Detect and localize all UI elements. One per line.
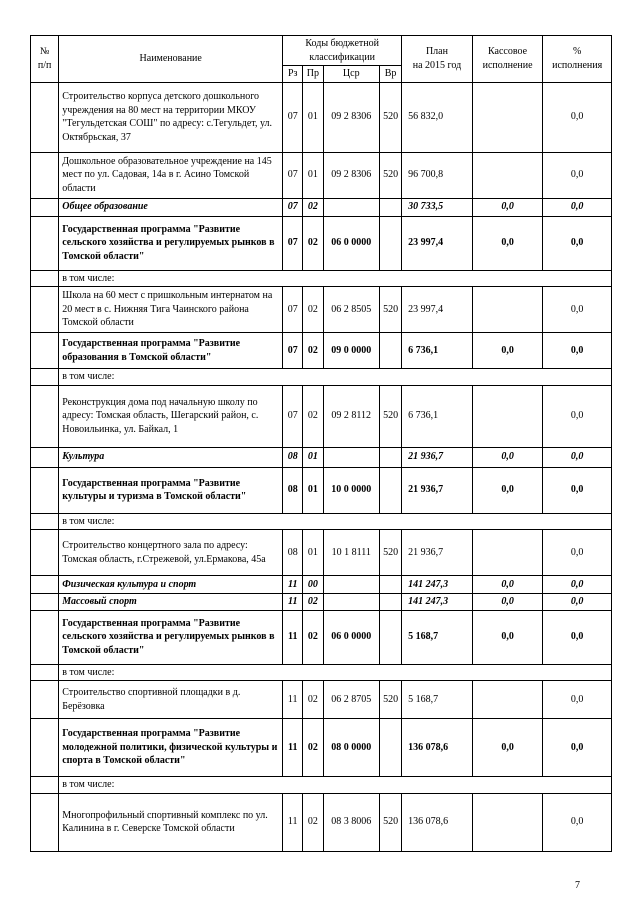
- cell-vr: [379, 610, 401, 664]
- cell-csr: 08 3 8006: [323, 793, 379, 851]
- col-header-pr: Пр: [303, 66, 323, 83]
- cell-csr: 06 0 0000: [323, 216, 379, 270]
- table-row: [31, 793, 612, 851]
- cell-name: Школа на 60 мест с пришкольным интернатом на 20 мест в с. Нижняя Тига Чаинского района Томской области: [59, 287, 283, 333]
- cell-name: Государственная программа "Развитие молодежной политики, физической культуры и спорта в Томской области": [59, 719, 283, 777]
- cell-vr: [379, 333, 401, 369]
- cell-pr: 01: [303, 467, 323, 513]
- cell-plan: 136 078,6: [402, 793, 473, 851]
- cell-rz: 07: [283, 82, 303, 152]
- cell-percent: 0,0: [543, 333, 612, 369]
- cell-plan: 23 997,4: [402, 287, 473, 333]
- table-row: [31, 152, 612, 198]
- cell-rz: 11: [283, 681, 303, 719]
- subheading-row: [31, 777, 612, 794]
- cell-rz: 07: [283, 216, 303, 270]
- cell-plan: 141 247,3: [402, 594, 473, 611]
- cell-plan: 6 736,1: [402, 333, 473, 369]
- subheading-row: [31, 664, 612, 681]
- cell-name: Реконструкция дома под начальную школу по адресу: Томская область, Шегарский район, с. Новоильинка, ул. Байкал, 1: [59, 385, 283, 447]
- cell-cash: 0,0: [472, 333, 543, 369]
- cell-number: [31, 216, 59, 270]
- section-row: [31, 447, 612, 467]
- table-row: [31, 530, 612, 576]
- cell-name: Государственная программа "Развитие культуры и туризма в Томской области": [59, 467, 283, 513]
- cell-pr: 01: [303, 82, 323, 152]
- cell-vr: 520: [379, 152, 401, 198]
- cell-cash: 0,0: [472, 610, 543, 664]
- cell-pr: 02: [303, 216, 323, 270]
- section-row: [31, 594, 612, 611]
- cell-plan: 96 700,8: [402, 152, 473, 198]
- cell-pr: 02: [303, 198, 323, 216]
- cell-percent: 0,0: [543, 610, 612, 664]
- cell-csr: 09 0 0000: [323, 333, 379, 369]
- table-row: [31, 681, 612, 719]
- cell-cash: 0,0: [472, 216, 543, 270]
- cell-cash: 0,0: [472, 198, 543, 216]
- cell-csr: [323, 447, 379, 467]
- cell-cash: [472, 287, 543, 333]
- cell-vr: [379, 216, 401, 270]
- col-header-cash: Кассовое исполнение: [472, 36, 543, 83]
- budget-table: [30, 35, 612, 852]
- cell-plan: 23 997,4: [402, 216, 473, 270]
- cell-name: в том числе:: [59, 777, 612, 794]
- cell-number: [31, 270, 59, 287]
- cell-vr: 520: [379, 681, 401, 719]
- cell-number: [31, 82, 59, 152]
- cell-percent: 0,0: [543, 198, 612, 216]
- cell-vr: 520: [379, 530, 401, 576]
- cell-percent: 0,0: [543, 576, 612, 594]
- col-header-codes: Коды бюджетной классификации: [283, 36, 402, 66]
- cell-number: [31, 777, 59, 794]
- cell-name: Физическая культура и спорт: [59, 576, 283, 594]
- program-row: [31, 467, 612, 513]
- cell-name: Строительство концертного зала по адресу: Томская область, г.Стрежевой, ул.Ермакова, 45а: [59, 530, 283, 576]
- cell-plan: 141 247,3: [402, 576, 473, 594]
- cell-plan: 21 936,7: [402, 530, 473, 576]
- cell-name: Многопрофильный спортивный комплекс по ул. Калинина в г. Северске Томской области: [59, 793, 283, 851]
- cell-rz: 08: [283, 467, 303, 513]
- col-header-number: № п/п: [31, 36, 59, 83]
- cell-name: в том числе:: [59, 270, 612, 287]
- cell-pr: 02: [303, 287, 323, 333]
- cell-pr: 01: [303, 530, 323, 576]
- cell-pr: 02: [303, 610, 323, 664]
- cell-plan: 6 736,1: [402, 385, 473, 447]
- cell-cash: [472, 385, 543, 447]
- cell-pr: 02: [303, 385, 323, 447]
- cell-rz: 07: [283, 333, 303, 369]
- table-body: [31, 82, 612, 851]
- cell-percent: 0,0: [543, 594, 612, 611]
- cell-number: [31, 719, 59, 777]
- cell-plan: 30 733,5: [402, 198, 473, 216]
- cell-cash: 0,0: [472, 447, 543, 467]
- cell-csr: 06 2 8505: [323, 287, 379, 333]
- cell-number: [31, 287, 59, 333]
- page-number: 7: [575, 880, 580, 891]
- program-row: [31, 333, 612, 369]
- cell-percent: 0,0: [543, 447, 612, 467]
- cell-cash: 0,0: [472, 594, 543, 611]
- cell-plan: 5 168,7: [402, 610, 473, 664]
- cell-csr: 10 1 8111: [323, 530, 379, 576]
- subheading-row: [31, 270, 612, 287]
- cell-csr: 06 0 0000: [323, 610, 379, 664]
- cell-number: [31, 152, 59, 198]
- cell-pr: 02: [303, 719, 323, 777]
- cell-cash: [472, 681, 543, 719]
- cell-plan: 21 936,7: [402, 447, 473, 467]
- table-row: [31, 287, 612, 333]
- cell-pr: 00: [303, 576, 323, 594]
- cell-cash: [472, 530, 543, 576]
- cell-cash: [472, 82, 543, 152]
- cell-rz: 11: [283, 719, 303, 777]
- cell-number: [31, 198, 59, 216]
- cell-number: [31, 530, 59, 576]
- subheading-row: [31, 369, 612, 386]
- cell-vr: 520: [379, 82, 401, 152]
- cell-plan: 21 936,7: [402, 467, 473, 513]
- cell-pr: 01: [303, 447, 323, 467]
- cell-number: [31, 513, 59, 530]
- cell-cash: [472, 152, 543, 198]
- cell-number: [31, 385, 59, 447]
- cell-number: [31, 594, 59, 611]
- cell-cash: 0,0: [472, 719, 543, 777]
- cell-name: Массовый спорт: [59, 594, 283, 611]
- cell-percent: 0,0: [543, 385, 612, 447]
- cell-percent: 0,0: [543, 793, 612, 851]
- cell-csr: [323, 594, 379, 611]
- cell-csr: 09 2 8112: [323, 385, 379, 447]
- col-header-csr: Цср: [323, 66, 379, 83]
- cell-number: [31, 681, 59, 719]
- cell-rz: 11: [283, 576, 303, 594]
- cell-vr: 520: [379, 793, 401, 851]
- cell-pr: 02: [303, 681, 323, 719]
- cell-vr: [379, 594, 401, 611]
- cell-percent: 0,0: [543, 467, 612, 513]
- cell-csr: 09 2 8306: [323, 82, 379, 152]
- program-row: [31, 610, 612, 664]
- cell-pr: 02: [303, 793, 323, 851]
- cell-cash: [472, 793, 543, 851]
- table-row: [31, 385, 612, 447]
- cell-vr: [379, 467, 401, 513]
- cell-name: Общее образование: [59, 198, 283, 216]
- table-row: [31, 82, 612, 152]
- cell-rz: 11: [283, 610, 303, 664]
- cell-number: [31, 793, 59, 851]
- cell-percent: 0,0: [543, 719, 612, 777]
- cell-csr: 09 2 8306: [323, 152, 379, 198]
- cell-rz: 08: [283, 447, 303, 467]
- cell-vr: [379, 576, 401, 594]
- cell-number: [31, 467, 59, 513]
- cell-percent: 0,0: [543, 82, 612, 152]
- cell-cash: 0,0: [472, 576, 543, 594]
- cell-name: Государственная программа "Развитие сельского хозяйства и регулируемых рынков в Томской области": [59, 610, 283, 664]
- cell-csr: 10 0 0000: [323, 467, 379, 513]
- cell-vr: 520: [379, 287, 401, 333]
- cell-vr: [379, 447, 401, 467]
- cell-percent: 0,0: [543, 287, 612, 333]
- cell-number: [31, 369, 59, 386]
- cell-plan: 5 168,7: [402, 681, 473, 719]
- cell-percent: 0,0: [543, 530, 612, 576]
- cell-pr: 02: [303, 333, 323, 369]
- col-header-rz: Рз: [283, 66, 303, 83]
- cell-vr: [379, 198, 401, 216]
- cell-name: Строительство спортивной площадки в д. Берёзовка: [59, 681, 283, 719]
- section-row: [31, 576, 612, 594]
- cell-number: [31, 576, 59, 594]
- cell-name: Культура: [59, 447, 283, 467]
- cell-name: в том числе:: [59, 664, 612, 681]
- cell-csr: 06 2 8705: [323, 681, 379, 719]
- cell-cash: 0,0: [472, 467, 543, 513]
- cell-vr: [379, 719, 401, 777]
- cell-rz: 08: [283, 530, 303, 576]
- cell-number: [31, 447, 59, 467]
- section-row: [31, 198, 612, 216]
- program-row: [31, 216, 612, 270]
- subheading-row: [31, 513, 612, 530]
- cell-name: Государственная программа "Развитие сельского хозяйства и регулируемых рынков в Томской области": [59, 216, 283, 270]
- cell-percent: 0,0: [543, 216, 612, 270]
- col-header-percent: % исполнения: [543, 36, 612, 83]
- cell-rz: 07: [283, 385, 303, 447]
- cell-csr: 08 0 0000: [323, 719, 379, 777]
- cell-plan: 136 078,6: [402, 719, 473, 777]
- cell-rz: 07: [283, 152, 303, 198]
- col-header-name: Наименование: [59, 36, 283, 83]
- cell-pr: 01: [303, 152, 323, 198]
- cell-pr: 02: [303, 594, 323, 611]
- cell-plan: 56 832,0: [402, 82, 473, 152]
- cell-number: [31, 664, 59, 681]
- cell-name: в том числе:: [59, 513, 612, 530]
- cell-percent: 0,0: [543, 681, 612, 719]
- cell-rz: 07: [283, 198, 303, 216]
- cell-percent: 0,0: [543, 152, 612, 198]
- cell-csr: [323, 198, 379, 216]
- cell-csr: [323, 576, 379, 594]
- cell-number: [31, 333, 59, 369]
- cell-rz: 07: [283, 287, 303, 333]
- cell-name: в том числе:: [59, 369, 612, 386]
- cell-name: Дошкольное образовательное учреждение на 145 мест по ул. Садовая, 14а в г. Асино Томской области: [59, 152, 283, 198]
- cell-rz: 11: [283, 594, 303, 611]
- program-row: [31, 719, 612, 777]
- col-header-vr: Вр: [379, 66, 401, 83]
- cell-name: Строительство корпуса детского дошкольного учреждения на 80 мест на территории МКОУ "Тегульдетская СОШ" по адресу: с.Тегульдет, ул. Октябрьская, 37: [59, 82, 283, 152]
- cell-name: Государственная программа "Развитие образования в Томской области": [59, 333, 283, 369]
- col-header-plan: План на 2015 год: [402, 36, 473, 83]
- cell-rz: 11: [283, 793, 303, 851]
- cell-vr: 520: [379, 385, 401, 447]
- cell-number: [31, 610, 59, 664]
